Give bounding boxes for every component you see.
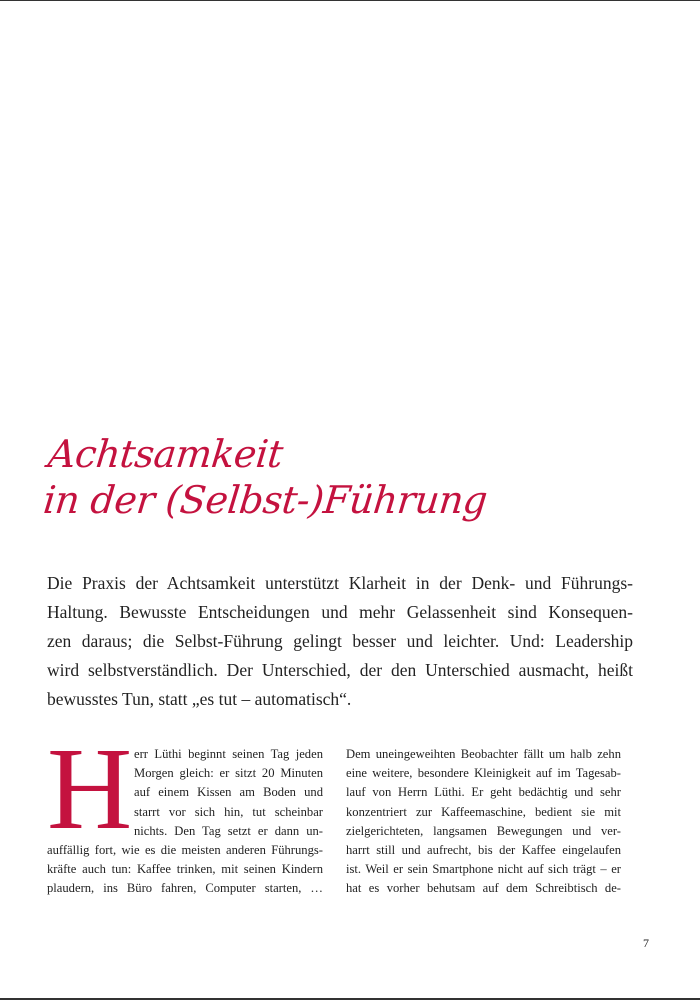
body-line: zielgerichteten, langsamen Bewegungen und ver- (346, 823, 621, 838)
page-number: 7 (643, 936, 649, 950)
body-line: err Lüthi beginnt seinen Tag jeden (134, 747, 323, 761)
body-line: nichts. Den Tag setzt er dann un- (134, 823, 323, 838)
body-line: eine weitere, besondere Kleinigkeit auf im Tagesab- (346, 766, 621, 781)
body-line: lauf von Herrn Lüthi. Er geht bedächtig und sehr (346, 785, 621, 800)
chapter-title (41, 431, 494, 523)
body-line: harrt still und aufrecht, bis der Kaffee eingelaufen (346, 843, 621, 858)
body-line: konzentriert zur Kaffeemaschine, bedient sie mit (346, 804, 621, 819)
body-line: plaudern, ins Büro fahren, Computer starten, … (47, 881, 323, 896)
body-line: Dem uneingeweihten Beobachter fällt um halb zehn (346, 747, 621, 761)
body-line: auf einem Kissen am Boden und (134, 785, 323, 800)
body-line: kräfte auch tun: Kaffee trinken, mit seinen Kindern (47, 862, 323, 877)
body-line: Morgen gleich: er sitzt 20 Minuten (134, 766, 323, 781)
chapter-title-line: in der (Selbst-)Führung (41, 478, 490, 522)
lead-line: Haltung. Bewusste Entscheidungen und mehr Gelassenheit sind Konsequen- (47, 602, 633, 622)
chapter-title-line: Achtsamkeit (46, 432, 285, 476)
lead-paragraph (47, 569, 633, 714)
body-column-right (346, 745, 621, 899)
body-line: ist. Weil er sein Smartphone nicht auf sich trägt – er (346, 862, 621, 877)
lead-line: Die Praxis der Achtsamkeit unterstützt Klarheit in der Denk- und Führungs- (47, 573, 633, 593)
lead-line: bewusstes Tun, statt „es tut – automatisch“. (47, 689, 352, 709)
lead-line: wird selbstverständlich. Der Unterschied, der den Unterschied ausmacht, heißt (47, 660, 633, 680)
body-line: auffällig fort, wie es die meisten anderen Führungs- (47, 843, 323, 858)
body-line: hat es vorher behutsam auf dem Schreibtisch de- (346, 881, 621, 896)
body-line: starrt vor sich hin, tut scheinbar (134, 804, 323, 819)
body-column-left (47, 745, 323, 899)
drop-cap: H (47, 723, 133, 854)
lead-line: zen daraus; die Selbst-Führung gelingt besser und leichter. Und: Leadership (47, 631, 633, 651)
